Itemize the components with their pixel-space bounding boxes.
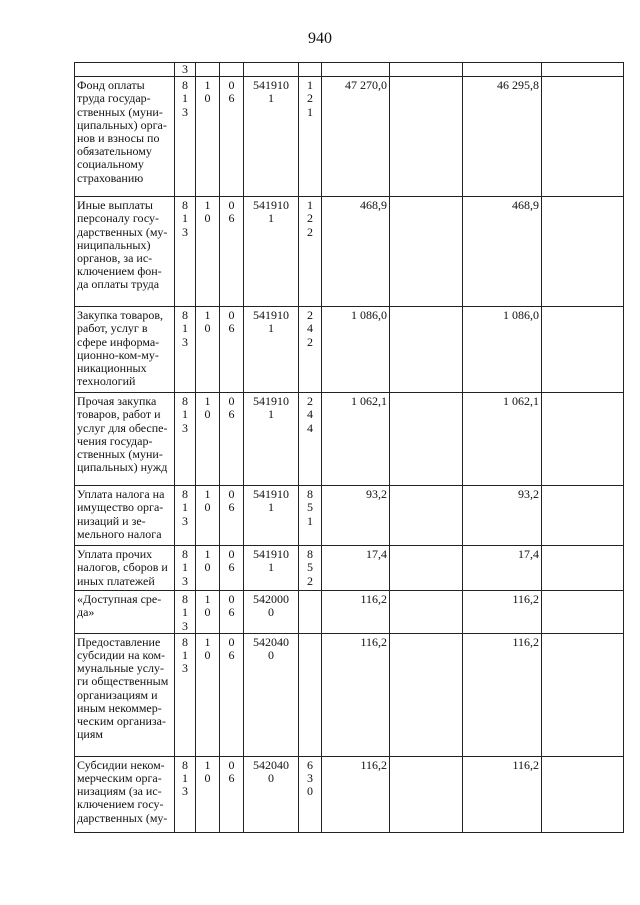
empty-cell (542, 307, 624, 393)
pr-code: 0 6 (220, 633, 244, 756)
table-row (75, 756, 624, 832)
amount-value: 116,2 (322, 633, 390, 756)
empty-cell (390, 393, 463, 486)
empty-cell (390, 756, 463, 832)
amount2-value: 1 062,1 (463, 393, 542, 486)
amount2-value: 1 086,0 (463, 307, 542, 393)
empty-cell (542, 546, 624, 591)
vr-cell (299, 63, 322, 77)
page-number: 940 (308, 30, 332, 47)
pr-code: 0 6 (220, 546, 244, 591)
rz-cell (196, 63, 220, 77)
amount-value: 116,2 (322, 756, 390, 832)
expense-name: Уплата налога на имущество орга- низаций и зе- мельного налога (75, 486, 175, 546)
amount-value: 116,2 (322, 591, 390, 634)
vr-code: 1 2 2 (299, 197, 322, 307)
pr-code: 0 6 (220, 756, 244, 832)
pr-code: 0 6 (220, 77, 244, 197)
csr-cell (244, 63, 299, 77)
empty-cell (542, 197, 624, 307)
budget-table (74, 62, 624, 833)
expense-name: Фонд оплаты труда государ- ственных (муни- ципальных) орга- нов и взносы по обязательному социальному страхованию (75, 77, 175, 197)
table-row (75, 393, 624, 486)
empty-cell (542, 591, 624, 634)
amount-value: 1 086,0 (322, 307, 390, 393)
ved-code: 8 1 3 (175, 633, 196, 756)
table-row (75, 197, 624, 307)
amount-value: 1 062,1 (322, 393, 390, 486)
amount2-value: 93,2 (463, 486, 542, 546)
rz-code: 1 0 (196, 546, 220, 591)
rz-code: 1 0 (196, 197, 220, 307)
pr-cell (220, 63, 244, 77)
empty-cell (542, 633, 624, 756)
csr-code: 541910 1 (244, 393, 299, 486)
amount2-value: 116,2 (463, 633, 542, 756)
amount-cell (322, 63, 390, 77)
ved-code: 8 1 3 (175, 591, 196, 634)
csr-code: 541910 1 (244, 197, 299, 307)
ved-cell: 3 (175, 63, 196, 77)
rz-code: 1 0 (196, 77, 220, 197)
expense-name: «Доступная сре- да» (75, 591, 175, 634)
empty-cell (542, 756, 624, 832)
pr-code: 0 6 (220, 591, 244, 634)
amount2-value: 46 295,8 (463, 77, 542, 197)
ved-code: 8 1 3 (175, 486, 196, 546)
expense-name: Иные выплаты персоналу госу- дарственных (му- ниципальных) органов, за ис- ключением фон- да оплаты труда (75, 197, 175, 307)
vr-code (299, 591, 322, 634)
vr-code (299, 633, 322, 756)
vr-code: 2 4 4 (299, 393, 322, 486)
rz-code: 1 0 (196, 486, 220, 546)
amount-value: 468,9 (322, 197, 390, 307)
expense-name: Прочая закупка товаров, работ и услуг для обеспе- чения государ- ственных (муни- ципальных) нужд (75, 393, 175, 486)
ved-code: 8 1 3 (175, 546, 196, 591)
rz-code: 1 0 (196, 633, 220, 756)
csr-code: 541910 1 (244, 307, 299, 393)
empty-cell (390, 546, 463, 591)
ved-code: 8 1 3 (175, 756, 196, 832)
pr-code: 0 6 (220, 197, 244, 307)
csr-code: 541910 1 (244, 546, 299, 591)
amount2-value: 17,4 (463, 546, 542, 591)
ved-code: 8 1 3 (175, 307, 196, 393)
rz-code: 1 0 (196, 307, 220, 393)
expense-name: Субсидии неком- мерческим орга- низациям (за ис- ключением госу- дарственных (му- (75, 756, 175, 832)
table-row (75, 77, 624, 197)
ved-code: 8 1 3 (175, 77, 196, 197)
amount2-value: 468,9 (463, 197, 542, 307)
pr-code: 0 6 (220, 307, 244, 393)
empty-cell (542, 486, 624, 546)
empty-cell (390, 197, 463, 307)
expense-name: Уплата прочих налогов, сборов и иных платежей (75, 546, 175, 591)
table-row (75, 546, 624, 591)
empty-cell (390, 591, 463, 634)
empty-cell (542, 77, 624, 197)
amount2-cell (463, 63, 542, 77)
empty-cell (542, 393, 624, 486)
table-row (75, 486, 624, 546)
amount2-value: 116,2 (463, 756, 542, 832)
amount-value: 17,4 (322, 546, 390, 591)
csr-code: 542000 0 (244, 591, 299, 634)
vr-code: 2 4 2 (299, 307, 322, 393)
csr-code: 541910 1 (244, 486, 299, 546)
rz-code: 1 0 (196, 393, 220, 486)
rz-code: 1 0 (196, 591, 220, 634)
csr-code: 542040 0 (244, 756, 299, 832)
vr-code: 8 5 2 (299, 546, 322, 591)
empty-cell (390, 77, 463, 197)
table-row (75, 633, 624, 756)
empty-cell (390, 63, 463, 77)
pr-code: 0 6 (220, 486, 244, 546)
rz-code: 1 0 (196, 756, 220, 832)
ved-code: 8 1 3 (175, 393, 196, 486)
expense-name: Закупка товаров, работ, услуг в сфере информа- ционно-ком-му- никационных технологий (75, 307, 175, 393)
pr-code: 0 6 (220, 393, 244, 486)
vr-code: 1 2 1 (299, 77, 322, 197)
empty-cell (390, 307, 463, 393)
csr-code: 541910 1 (244, 77, 299, 197)
name-cell (75, 63, 175, 77)
amount-value: 93,2 (322, 486, 390, 546)
csr-code: 542040 0 (244, 633, 299, 756)
empty-cell (390, 633, 463, 756)
vr-code: 6 3 0 (299, 756, 322, 832)
table-row (75, 591, 624, 634)
ved-code: 8 1 3 (175, 197, 196, 307)
empty-cell (390, 486, 463, 546)
amount2-value: 116,2 (463, 591, 542, 634)
expense-name: Предоставление субсидии на ком- мунальные услу- ги общественным организациям и иным некоммер- ческим организа- циям (75, 633, 175, 756)
table-row-continued (75, 63, 624, 77)
empty-cell (542, 63, 624, 77)
vr-code: 8 5 1 (299, 486, 322, 546)
amount-value: 47 270,0 (322, 77, 390, 197)
table-row (75, 307, 624, 393)
